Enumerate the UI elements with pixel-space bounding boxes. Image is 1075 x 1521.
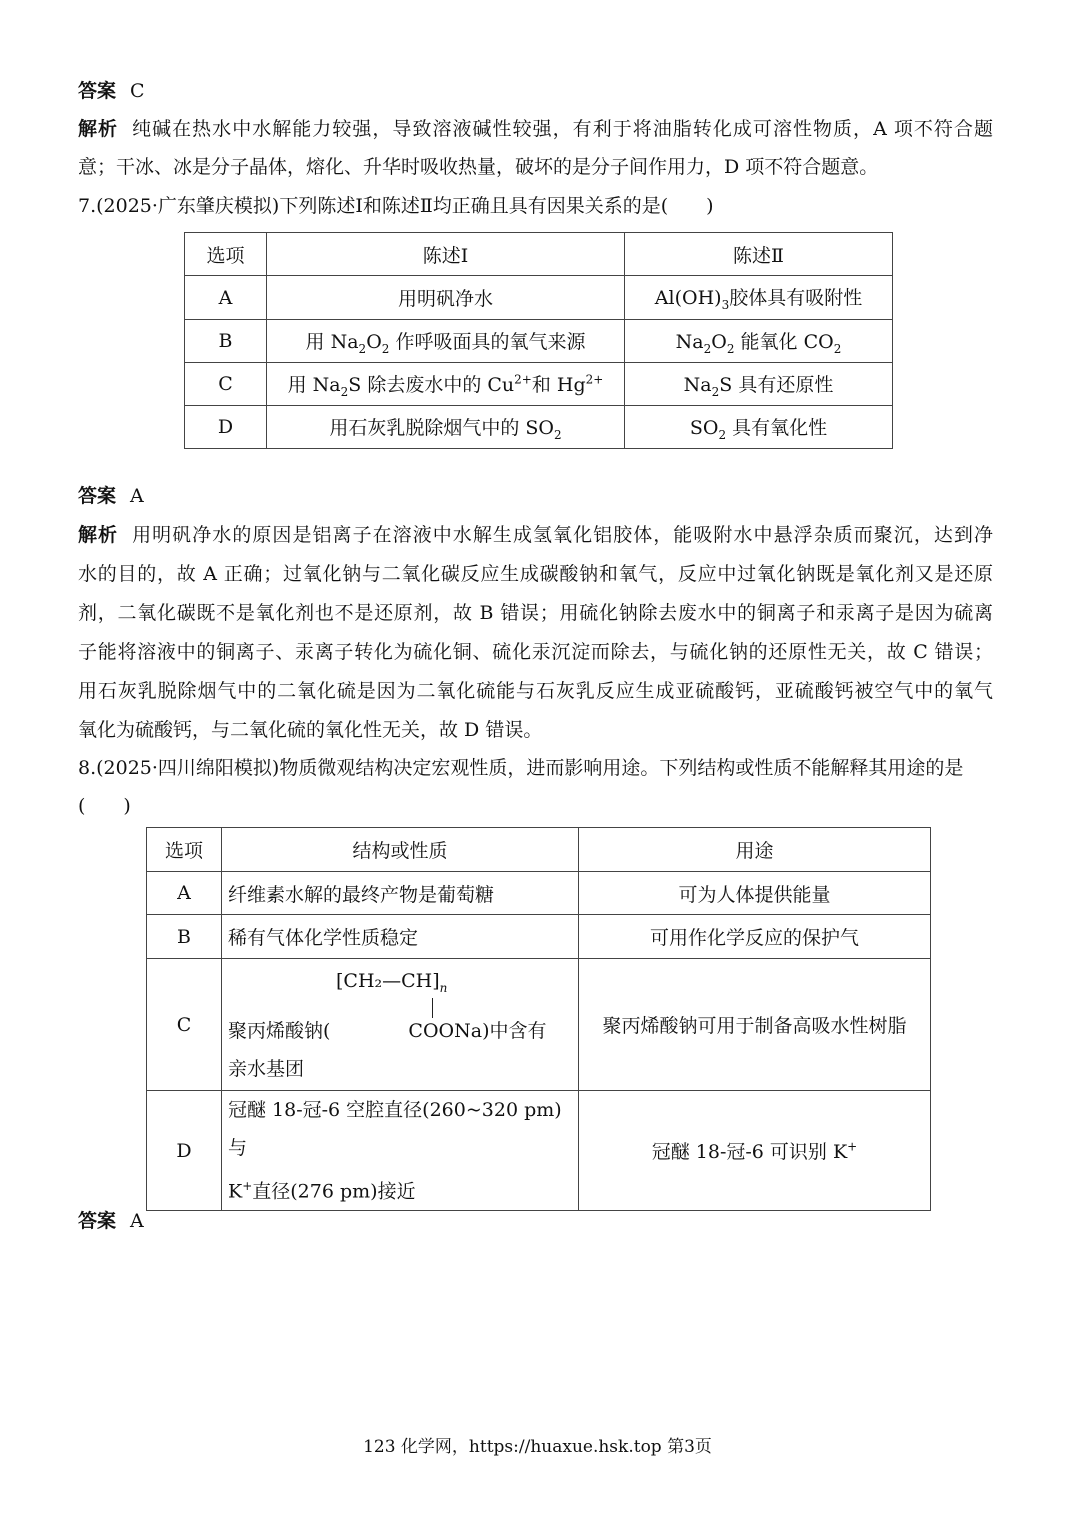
analysis-6-line-2: 意；干冰、冰是分子晶体，熔化、升华时吸收热量，破坏的是分子间作用力，D 项不符合题意。 <box>78 156 879 178</box>
analysis-7-line-2: 水的目的，故 A 正确；过氧化钠与二氧化碳反应生成碳酸钠和氧气，反应中过氧化钠既是氧化剂又是还原 <box>78 563 993 585</box>
question-8-stem-line-1: 8.(2025·四川绵阳模拟)物质微观结构决定宏观性质，进而影响用途。下列结构或性质不能解释其用途的是 <box>78 757 964 779</box>
analysis-label: 解析 <box>78 118 119 140</box>
analysis-7-line-5: 用石灰乳脱除烟气中的二氧化硫是因为二氧化硫能与石灰乳反应生成亚硫酸钙，亚硫酸钙被空气中的氧气 <box>78 680 993 702</box>
question-7-stem: 7.(2025·广东肇庆模拟)下列陈述Ⅰ和陈述Ⅱ均正确且具有因果关系的是( ) <box>78 195 714 217</box>
header-option: 选项 <box>185 233 267 276</box>
table-header-row <box>185 233 893 276</box>
bond-line <box>432 998 433 1018</box>
analysis-7-line-4: 子能将溶液中的铜离子、汞离子转化为硫化铜、硫化汞沉淀而除去，与硫化钠的还原性无关，故 C 错误； <box>78 641 993 663</box>
analysis-7-line-3: 剂，二氧化碳既不是氧化剂也不是还原剂，故 B 错误；用硫化钠除去废水中的铜离子和汞离子是因为硫离 <box>78 602 993 624</box>
question-8-table <box>146 827 931 1211</box>
answer-8: 答案 A <box>78 1210 144 1232</box>
table-header-row: 选项 结构或性质 用途 <box>147 828 931 872</box>
answer-label: 答案 <box>78 80 117 102</box>
table-row: C $[CH_2—CH]_n$ 聚丙烯酸钠( COONa)中含有 亲水基团 聚丙烯酸钠可用于制备高吸水性树脂 <box>147 959 931 1091</box>
table-row: C 用 $Na_2S$ 除去废水中的 $Cu^{2+}$和 $Hg^{2+}$ $Na_2S$ 具有还原性 <box>185 363 893 406</box>
question-7-table <box>184 232 893 449</box>
table-row: A 纤维素水解的最终产物是葡萄糖 可为人体提供能量 <box>147 872 931 915</box>
table-row: D 用石灰乳脱除烟气中的 $SO_2$ $SO_2$ 具有氧化性 <box>185 406 893 449</box>
header-statement-1: 陈述Ⅰ <box>267 233 625 276</box>
answer-6 <box>78 72 993 110</box>
header-statement-2: 陈述Ⅱ <box>625 233 893 276</box>
question-8-stem-line-2: ( ) <box>78 795 131 817</box>
page-footer: 123 化学网，https://huaxue.hsk.top 第3页 <box>363 1437 712 1457</box>
analysis-6-line-1: 解析 纯碱在热水中水解能力较强，导致溶液碱性较强，有利于将油脂转化成可溶性物质，A 项不符合题 <box>78 118 993 140</box>
table-row: B 用 $Na_2O_2$ 作呼吸面具的氧气来源 $Na_2O_2$ 能氧化 $CO_2$ <box>185 320 893 363</box>
analysis-7-line-6: 氧化为硫酸钙，与二氧化硫的氧化性无关，故 D 错误。 <box>78 719 543 741</box>
analysis-7-line-1: 解析 用明矾净水的原因是铝离子在溶液中水解生成氢氧化铝胶体，能吸附水中悬浮杂质而聚沉，达到净 <box>78 524 993 546</box>
answer-7: 答案 A <box>78 485 144 507</box>
table-row: D 冠醚 18-冠-6 空腔直径(260~320 pm)与 K+直径(276 pm)接近 冠醚 18-冠-6 可识别 K+ <box>147 1091 931 1211</box>
table-row: B 稀有气体化学性质稳定 可用作化学反应的保护气 <box>147 915 931 959</box>
answer-value: C <box>130 80 145 102</box>
table-row: A 用明矾净水 $Al(OH)_3$胶体具有吸附性 <box>185 276 893 320</box>
polyacrylate-formula: $[CH_2—CH]_n$ 聚丙烯酸钠( COONa)中含有 亲水基团 <box>228 969 547 1080</box>
